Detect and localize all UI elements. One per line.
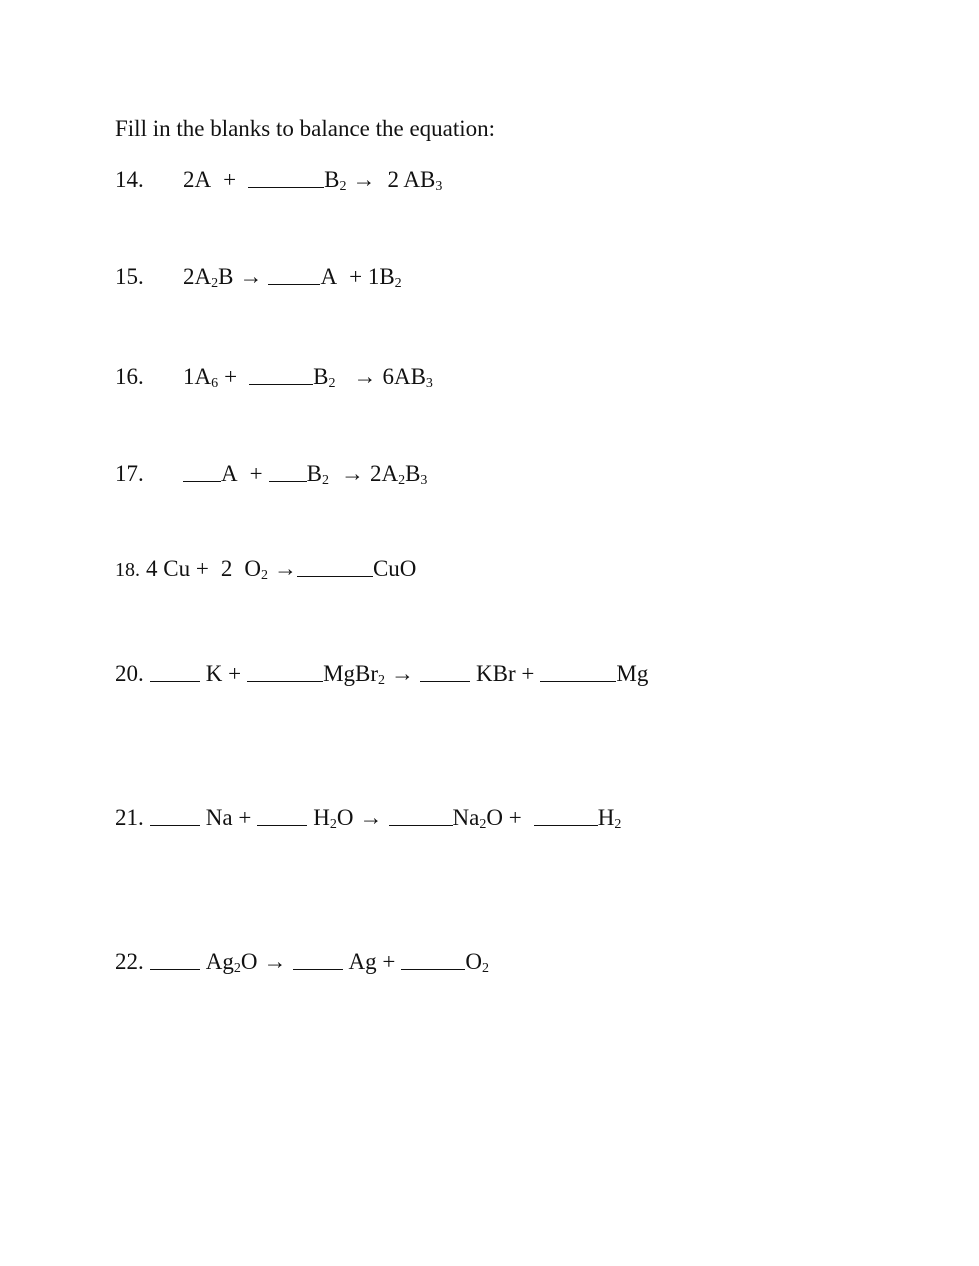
product: 6AB — [382, 364, 426, 389]
problem-22: 22. $Ag_2O \to Ag + O_2$ — [115, 949, 489, 976]
reactant: 2A — [183, 167, 212, 192]
problem-number: 17. — [115, 461, 144, 486]
problem-16: 16. $1A_6 + B_2 \to 6AB_3$ — [115, 364, 433, 391]
problem-17: 17. $A + B_2 \to 2A_2B_3$ — [115, 461, 428, 488]
product: CuO — [372, 556, 417, 581]
product: 2A — [369, 461, 399, 486]
coefficient-blank[interactable] — [534, 824, 598, 826]
reactant: Na + — [205, 805, 252, 830]
plus-sign: + — [223, 167, 237, 192]
reactant: B — [324, 167, 340, 192]
coefficient-blank[interactable] — [183, 480, 221, 482]
coefficient-blank[interactable] — [401, 968, 465, 970]
reaction-arrow: → — [353, 364, 377, 389]
problem-20: 20. K + MgBr$_2$ → KBr + Mg — [115, 661, 649, 688]
reactant: A — [221, 461, 238, 486]
problem-number: 22. — [115, 949, 144, 974]
problem-number: 15. — [115, 264, 144, 289]
reaction-arrow: → — [263, 949, 287, 974]
coefficient-blank[interactable] — [248, 186, 324, 188]
reaction-arrow: → — [340, 461, 364, 486]
coefficient: 2 — [220, 556, 233, 581]
product: H — [597, 805, 615, 830]
reactant: Ag — [205, 949, 234, 974]
instruction-text: Fill in the blanks to balance the equation: — [115, 116, 496, 141]
reaction-arrow: → — [352, 167, 376, 192]
coefficient-blank[interactable] — [540, 680, 616, 682]
reactant: H — [313, 805, 330, 830]
reactant: 4 Cu + — [146, 556, 209, 581]
coefficient-blank[interactable] — [150, 680, 200, 682]
problem-number: 14. — [115, 167, 144, 192]
product: O — [465, 949, 482, 974]
reaction-arrow: → — [273, 556, 297, 581]
problem-14: 14. $2A + B_2 \to 2$ $AB_3$ — [115, 167, 443, 194]
problem-number: 18. — [115, 559, 140, 581]
coefficient-blank[interactable] — [268, 283, 320, 285]
reactant: 2A — [183, 264, 212, 289]
reaction-arrow: → — [391, 661, 415, 686]
problem-21: 21. $Na + H_2O \to Na_2O + H_2$ — [115, 805, 622, 832]
coefficient-blank[interactable] — [420, 680, 470, 682]
reactant: O — [244, 556, 261, 581]
reactant: 1A — [183, 364, 212, 389]
reactant: MgBr — [323, 661, 379, 686]
coefficient-blank[interactable] — [389, 824, 453, 826]
problem-number: 21. — [115, 805, 144, 830]
product: KBr + — [476, 661, 535, 686]
coefficient-blank[interactable] — [150, 968, 200, 970]
reaction-arrow: → — [359, 805, 383, 830]
reactant: K + — [205, 661, 242, 686]
problem-15: 15. $2A_2B \to A + 1B_2$ — [115, 264, 402, 291]
coefficient-blank[interactable] — [150, 824, 200, 826]
problem-18: 18. 4 Cu + 2 $O_2$ → CuO — [115, 556, 417, 583]
reactant: B — [306, 461, 322, 486]
coefficient-blank[interactable] — [297, 575, 373, 577]
coefficient-blank[interactable] — [257, 824, 307, 826]
problem-number: 16. — [115, 364, 144, 389]
product: 2 AB — [387, 167, 436, 192]
product: Na — [452, 805, 480, 830]
reaction-arrow: → — [239, 264, 263, 289]
product: Ag + — [348, 949, 396, 974]
coefficient-blank[interactable] — [293, 968, 343, 970]
coefficient-blank[interactable] — [247, 680, 323, 682]
product: + 1B — [349, 264, 395, 289]
product: A — [320, 264, 338, 289]
coefficient-blank[interactable] — [269, 480, 307, 482]
plus-sign: + — [249, 461, 263, 486]
reactant: B — [313, 364, 329, 389]
coefficient-blank[interactable] — [249, 383, 313, 385]
plus-sign: + — [224, 364, 238, 389]
product: Mg — [616, 661, 649, 686]
problem-number: 20. — [115, 661, 144, 686]
